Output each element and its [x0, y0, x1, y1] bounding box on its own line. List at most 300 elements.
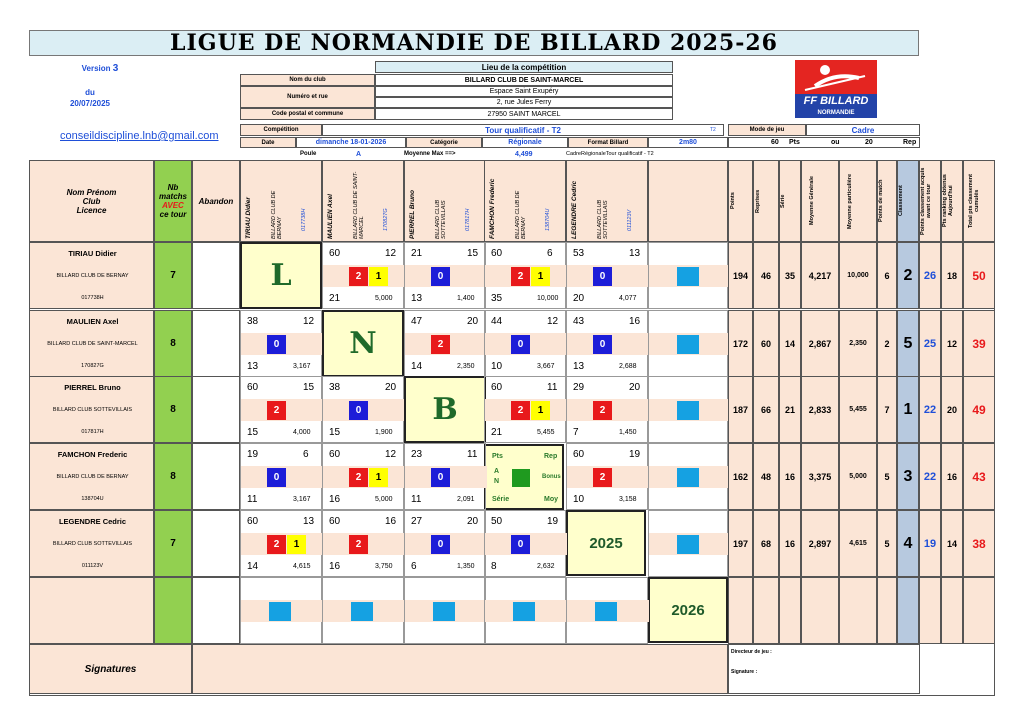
- match-cell[interactable]: [484, 310, 566, 377]
- stat-serie: 16: [779, 443, 801, 510]
- empty-match-cell[interactable]: [240, 577, 322, 644]
- match-points-bonus-badge: 1: [369, 468, 388, 487]
- header-moyg-label: Moyenne Générale: [809, 176, 815, 226]
- abandon-cell[interactable]: [192, 376, 240, 443]
- stat-pm: 6: [877, 242, 897, 309]
- stat-serie: 16: [779, 510, 801, 577]
- abandon-cell[interactable]: [192, 310, 240, 377]
- empty-stat-cell: [728, 577, 753, 644]
- legend-moy: Moy: [544, 496, 558, 503]
- entry-square[interactable]: [677, 468, 699, 487]
- header-nb-3: AVEC: [162, 201, 184, 210]
- stat-moyp: 10,000: [839, 242, 877, 309]
- match-serie: 16: [329, 494, 341, 505]
- year-2025: 2025: [566, 510, 646, 576]
- player-row-info: [29, 310, 154, 377]
- version-number: 3: [112, 62, 119, 74]
- match-cell[interactable]: [404, 443, 486, 510]
- empty-stat-cell: [753, 577, 779, 644]
- stat-points: 194: [728, 242, 753, 309]
- column-header-blank: [648, 160, 728, 242]
- match-reprises: 20: [629, 382, 641, 393]
- match-serie: 7: [573, 427, 579, 438]
- match-points-score-badge: 2: [349, 535, 368, 554]
- matches-count: 8: [154, 310, 192, 377]
- reprises-limit: 20: [865, 139, 873, 146]
- logo-region: NORMANDIE: [817, 110, 855, 116]
- match-points-score-badge: 0: [431, 535, 450, 554]
- match-serie: 13: [573, 361, 585, 372]
- match-reprises: 11: [547, 382, 558, 393]
- stat-serie: 14: [779, 310, 801, 377]
- entry-square[interactable]: [433, 602, 455, 621]
- match-reprises: 15: [303, 382, 315, 393]
- player-row-info: [29, 376, 154, 443]
- match-points: 27: [411, 516, 423, 527]
- match-reprises: 13: [303, 516, 315, 527]
- match-serie: 8: [491, 561, 497, 572]
- stat-reprises: 68: [753, 510, 779, 577]
- stat-pcj: 14: [941, 510, 963, 577]
- rue-value-1: Espace Saint Exupéry: [375, 86, 673, 97]
- match-serie: 13: [411, 293, 423, 304]
- match-moyenne: 10,000: [537, 295, 559, 302]
- signatures-area[interactable]: [192, 644, 728, 694]
- diagonal-letter: N: [322, 310, 404, 377]
- match-points-score-badge: 0: [511, 335, 530, 354]
- stat-pca: 25: [919, 310, 941, 377]
- match-points: 38: [329, 382, 341, 393]
- entry-square[interactable]: [677, 535, 699, 554]
- moyenne-max-value: 4,499: [515, 151, 533, 158]
- matches-count: 7: [154, 242, 192, 309]
- stat-pca: 26: [919, 242, 941, 309]
- version-text: Version: [81, 63, 111, 73]
- stat-class: 4: [897, 510, 919, 577]
- match-moyenne: 1,450: [619, 429, 637, 436]
- match-serie: 11: [247, 494, 258, 505]
- match-reprises: 20: [467, 316, 479, 327]
- stat-pcj: 18: [941, 242, 963, 309]
- header-nb-1: Nb: [167, 183, 179, 192]
- match-reprises: 12: [547, 316, 559, 327]
- match-cell[interactable]: [484, 376, 566, 443]
- header-pm-label: Points de match: [878, 179, 884, 223]
- entry-square[interactable]: [677, 267, 699, 286]
- stat-pm: 7: [877, 376, 897, 443]
- match-moyenne: 5,455: [537, 429, 555, 436]
- match-points: 23: [411, 449, 423, 460]
- match-moyenne: 1,400: [457, 295, 475, 302]
- matches-count: 8: [154, 376, 192, 443]
- stat-tot: 49: [963, 376, 995, 443]
- header-class-label: Classement: [898, 185, 904, 217]
- director-area: [728, 644, 920, 694]
- competition-label: Compétition: [240, 124, 322, 136]
- match-cell[interactable]: [240, 310, 322, 377]
- match-cell[interactable]: [240, 376, 322, 443]
- match-reprises: 13: [629, 248, 641, 259]
- match-moyenne: 1,350: [457, 563, 475, 570]
- version-du: du: [85, 87, 95, 97]
- header-pca: [919, 160, 941, 242]
- empty-stat-cell: [839, 577, 877, 644]
- match-cell[interactable]: [484, 242, 566, 309]
- competition-info: CadreRégionaleTour qualificatif - T2: [566, 151, 654, 157]
- signature-label: Signature :: [731, 669, 758, 675]
- points-limit-label: Pts: [789, 139, 800, 146]
- header-pca-label: Points classement acquis avant ce tour: [920, 167, 932, 235]
- empty-stat-cell: [963, 577, 995, 644]
- match-reprises: 20: [467, 516, 479, 527]
- match-moyenne: 3,750: [375, 563, 393, 570]
- match-points-bonus-badge: 1: [369, 267, 388, 286]
- entry-square[interactable]: [677, 401, 699, 420]
- match-points-bonus-badge: 1: [531, 401, 550, 420]
- stat-pcj: 16: [941, 443, 963, 510]
- column-player-name: FAMCHON Frederic: [489, 178, 496, 239]
- header-pcj-label: Pts ranking obtenus Aujourd'hui: [942, 174, 954, 228]
- match-serie: 20: [573, 293, 585, 304]
- header-reprises: [753, 160, 779, 242]
- blank-column-cell[interactable]: [648, 376, 728, 443]
- match-serie: 14: [411, 361, 423, 372]
- match-moyenne: 2,688: [619, 363, 637, 370]
- stat-pca: 19: [919, 510, 941, 577]
- matches-count: 8: [154, 443, 192, 510]
- date-label: Date: [240, 137, 296, 148]
- column-player-licence: 017817H: [465, 208, 471, 231]
- header-tot-label: Total pts classement cumulés: [968, 174, 980, 228]
- player-row-info: [29, 510, 154, 577]
- empty-match-cell[interactable]: [322, 577, 404, 644]
- player-licence: 017738H: [81, 295, 104, 301]
- column-header-4: [484, 160, 566, 242]
- abandon-cell[interactable]: [192, 510, 240, 577]
- header-serie-label: Série: [780, 194, 786, 208]
- match-moyenne: 3,167: [293, 363, 311, 370]
- match-cell[interactable]: [566, 376, 648, 443]
- match-points-score-badge: 2: [511, 401, 530, 420]
- stat-class: 5: [897, 310, 919, 377]
- match-points: 53: [573, 248, 585, 259]
- match-serie: 6: [411, 561, 417, 572]
- stat-serie: 35: [779, 242, 801, 309]
- match-reprises: 16: [629, 316, 641, 327]
- moyenne-max-label: Moyenne Max ==>: [404, 151, 456, 157]
- header-name-cell: [29, 160, 154, 242]
- match-moyenne: 4,077: [619, 295, 637, 302]
- blank-column-cell[interactable]: [648, 510, 728, 577]
- entry-square[interactable]: [677, 335, 699, 354]
- stat-pca: 22: [919, 443, 941, 510]
- empty-match-cell[interactable]: [566, 577, 648, 644]
- empty-stat-cell: [941, 577, 963, 644]
- match-reprises: 12: [303, 316, 315, 327]
- match-points: 60: [329, 516, 341, 527]
- match-points: 38: [247, 316, 259, 327]
- stat-moyp: 5,000: [839, 443, 877, 510]
- stat-pm: 5: [877, 443, 897, 510]
- match-serie: 21: [329, 293, 341, 304]
- year-2026: 2026: [648, 577, 728, 643]
- or-label: ou: [831, 139, 840, 146]
- header-pcj: [941, 160, 963, 242]
- header-moyp-label: Moyenne particulière: [847, 173, 853, 229]
- header-club: Club: [82, 196, 101, 206]
- stat-pcj: 20: [941, 376, 963, 443]
- stat-tot: 39: [963, 310, 995, 377]
- match-cell[interactable]: [566, 310, 648, 377]
- column-player-club: BILLARD CLUB DE SAINT-MARCEL: [353, 171, 365, 239]
- player-club: BILLARD CLUB SOTTEVILLAIS: [52, 407, 133, 413]
- legend-serie: Série: [492, 496, 510, 503]
- column-player-club: BILLARD CLUB DE BERNAY: [271, 190, 283, 239]
- player-club: BILLARD CLUB DE BERNAY: [56, 273, 129, 279]
- entry-square[interactable]: [351, 602, 373, 621]
- stat-points: 162: [728, 443, 753, 510]
- column-player-licence: 138704U: [545, 208, 551, 231]
- player-row-info: [29, 443, 154, 510]
- match-moyenne: 5,000: [375, 496, 393, 503]
- match-cell[interactable]: [322, 242, 404, 309]
- match-points-score-badge: 2: [593, 401, 612, 420]
- match-points: 60: [247, 382, 259, 393]
- competition-value: Tour qualificatif - T2: [322, 124, 724, 136]
- match-cell[interactable]: [566, 242, 648, 309]
- match-points-score-badge: 0: [593, 267, 612, 286]
- player-club: BILLARD CLUB DE SAINT-MARCEL: [47, 341, 138, 347]
- match-reprises: 12: [385, 248, 397, 259]
- match-reprises: 11: [467, 449, 478, 460]
- match-serie: 15: [329, 427, 341, 438]
- player-licence: 011123V: [81, 563, 104, 569]
- match-moyenne: 5,000: [375, 295, 393, 302]
- match-cell[interactable]: [404, 310, 486, 377]
- column-player-licence: 017738H: [301, 208, 307, 231]
- signatures-label: Signatures: [29, 644, 192, 694]
- match-points: 43: [573, 316, 585, 327]
- header-nb-cell: [154, 160, 192, 242]
- match-points-score-badge: 0: [431, 267, 450, 286]
- column-player-club: BILLARD CLUB DE BERNAY: [515, 190, 527, 239]
- page-title: LIGUE DE NORMANDIE DE BILLARD 2025-26: [29, 30, 919, 56]
- stat-class: 2: [897, 242, 919, 309]
- cp-label: Code postal et commune: [240, 108, 375, 120]
- header-points: [728, 160, 753, 242]
- match-points-score-badge: 0: [593, 335, 612, 354]
- player-name: FAMCHON Frederic: [57, 450, 128, 459]
- points-limit: 60: [771, 139, 779, 146]
- match-cell[interactable]: [404, 510, 486, 577]
- column-player-club: BILLARD CLUB SOTTEVILLAIS: [435, 199, 447, 239]
- column-player-name: LEGENDRE Cedric: [571, 180, 578, 239]
- column-player-club: BILLARD CLUB SOTTEVILLAIS: [597, 199, 609, 239]
- match-cell[interactable]: [322, 376, 404, 443]
- stat-points: 197: [728, 510, 753, 577]
- match-points: 29: [573, 382, 585, 393]
- header-name: Nom Prénom: [66, 187, 117, 197]
- empty-row-abandon[interactable]: [192, 577, 240, 644]
- match-points: 60: [573, 449, 585, 460]
- entry-square[interactable]: [595, 602, 617, 621]
- empty-row-info: [29, 577, 154, 644]
- match-points-score-badge: 2: [349, 468, 368, 487]
- match-moyenne: 3,667: [537, 363, 555, 370]
- stat-pm: 2: [877, 310, 897, 377]
- empty-match-cell[interactable]: [484, 577, 566, 644]
- player-name: MAULIEN Axel: [66, 317, 119, 326]
- poule-label: Poule: [300, 151, 317, 157]
- entry-square[interactable]: [513, 602, 535, 621]
- blank-column-cell[interactable]: [648, 310, 728, 377]
- stat-pcj: 12: [941, 310, 963, 377]
- player-club: BILLARD CLUB DE BERNAY: [56, 474, 129, 480]
- match-cell[interactable]: [322, 443, 404, 510]
- entry-square[interactable]: [269, 602, 291, 621]
- diagonal-letter: L: [240, 242, 322, 309]
- match-points-bonus-badge: 1: [287, 535, 306, 554]
- stat-points: 172: [728, 310, 753, 377]
- match-reprises: 6: [303, 449, 309, 460]
- competition-code: T2: [710, 127, 716, 133]
- match-points-score-badge: 2: [593, 468, 612, 487]
- match-serie: 14: [247, 561, 259, 572]
- match-moyenne: 3,158: [619, 496, 637, 503]
- player-club: BILLARD CLUB SOTTEVILLAIS: [52, 541, 133, 547]
- match-moyenne: 4,000: [293, 429, 311, 436]
- header-nb-4: ce tour: [159, 210, 187, 219]
- match-reprises: 6: [547, 248, 553, 259]
- header-pm: [877, 160, 897, 242]
- match-points: 60: [491, 382, 503, 393]
- email-link[interactable]: conseildiscipline.lnb@gmail.com: [60, 130, 219, 142]
- match-points: 19: [247, 449, 259, 460]
- header-points-label: Points: [729, 192, 736, 210]
- match-serie: 10: [573, 494, 585, 505]
- matches-count: 7: [154, 510, 192, 577]
- blank-column-cell[interactable]: [648, 242, 728, 309]
- stat-tot: 38: [963, 510, 995, 577]
- stat-reprises: 66: [753, 376, 779, 443]
- player-name: TIRIAU Didier: [68, 249, 117, 258]
- legend-rep: Rep: [544, 453, 558, 460]
- stat-reprises: 46: [753, 242, 779, 309]
- version-date: 20/07/2025: [69, 98, 111, 108]
- match-reprises: 19: [547, 516, 559, 527]
- match-reprises: 20: [385, 382, 397, 393]
- blank-column-cell[interactable]: [648, 443, 728, 510]
- match-serie: 13: [247, 361, 259, 372]
- match-points: 60: [491, 248, 503, 259]
- match-points: 60: [247, 516, 259, 527]
- match-cell[interactable]: [404, 242, 486, 309]
- format-value: 2m80: [648, 137, 728, 148]
- abandon-cell[interactable]: [192, 443, 240, 510]
- match-points-score-badge: 2: [349, 267, 368, 286]
- player-row-info: [29, 242, 154, 309]
- match-points: 60: [329, 248, 341, 259]
- stat-class: 3: [897, 443, 919, 510]
- column-player-name: MAULIEN Axel: [327, 194, 334, 239]
- abandon-cell[interactable]: [192, 242, 240, 309]
- stat-moyp: 2,350: [839, 310, 877, 377]
- rue-label: Numéro et rue: [240, 86, 375, 108]
- match-cell[interactable]: [240, 510, 322, 577]
- ffb-logo: [795, 60, 877, 118]
- match-cell[interactable]: [484, 510, 566, 577]
- match-serie: 10: [491, 361, 503, 372]
- header-moyp: [839, 160, 877, 242]
- stat-moyg: 2,897: [801, 510, 839, 577]
- match-points: 50: [491, 516, 503, 527]
- match-reprises: 19: [629, 449, 641, 460]
- header-class: [897, 160, 919, 242]
- format-label: Format Billard: [568, 137, 648, 148]
- match-serie: 21: [491, 427, 503, 438]
- mode-label: Mode de jeu: [728, 124, 806, 136]
- stat-moyp: 5,455: [839, 376, 877, 443]
- match-points-score-badge: 0: [267, 335, 286, 354]
- match-reprises: 12: [385, 449, 397, 460]
- legend-green-square: [512, 469, 530, 487]
- match-serie: 15: [247, 427, 259, 438]
- stat-tot: 43: [963, 443, 995, 510]
- header-moyg: [801, 160, 839, 242]
- column-header-3: [404, 160, 486, 242]
- match-cell[interactable]: [566, 443, 648, 510]
- column-player-name: PIERREL Bruno: [409, 190, 416, 239]
- cp-value: 27950 SAINT MARCEL: [375, 108, 673, 120]
- match-moyenne: 1,900: [375, 429, 393, 436]
- stat-pm: 5: [877, 510, 897, 577]
- version-label: [60, 62, 140, 74]
- player-licence: 138704U: [81, 496, 104, 502]
- match-points-score-badge: 0: [267, 468, 286, 487]
- column-player-licence: 170827G: [383, 208, 389, 231]
- stat-moyg: 2,867: [801, 310, 839, 377]
- empty-stat-cell: [877, 577, 897, 644]
- logo-text: FF BILLARD: [803, 95, 869, 107]
- diagonal-letter: B: [404, 376, 486, 443]
- poule-value: A: [356, 151, 362, 158]
- match-serie: 16: [329, 561, 341, 572]
- match-points: 60: [329, 449, 341, 460]
- director-label: Directeur de jeu :: [731, 649, 772, 655]
- empty-match-cell[interactable]: [404, 577, 486, 644]
- stat-moyp: 4,615: [839, 510, 877, 577]
- match-points-score-badge: 0: [511, 535, 530, 554]
- reprises-limit-label: Rep: [903, 139, 917, 146]
- header-abandon: Abandon: [192, 160, 240, 242]
- legend-pts: Pts: [492, 453, 503, 460]
- column-header-1: [240, 160, 322, 242]
- match-cell[interactable]: [322, 510, 404, 577]
- match-points-score-badge: 2: [267, 401, 286, 420]
- stat-pca: 22: [919, 376, 941, 443]
- match-cell[interactable]: [240, 443, 322, 510]
- player-licence: 017817H: [81, 429, 104, 435]
- column-player-name: TIRIAU Didier: [245, 197, 252, 239]
- match-points: 47: [411, 316, 423, 327]
- score-legend: [484, 444, 564, 510]
- player-name: PIERREL Bruno: [64, 383, 121, 392]
- match-reprises: 15: [467, 248, 479, 259]
- match-moyenne: 2,632: [537, 563, 555, 570]
- match-points: 44: [491, 316, 503, 327]
- match-points-score-badge: 0: [431, 468, 450, 487]
- stat-serie: 21: [779, 376, 801, 443]
